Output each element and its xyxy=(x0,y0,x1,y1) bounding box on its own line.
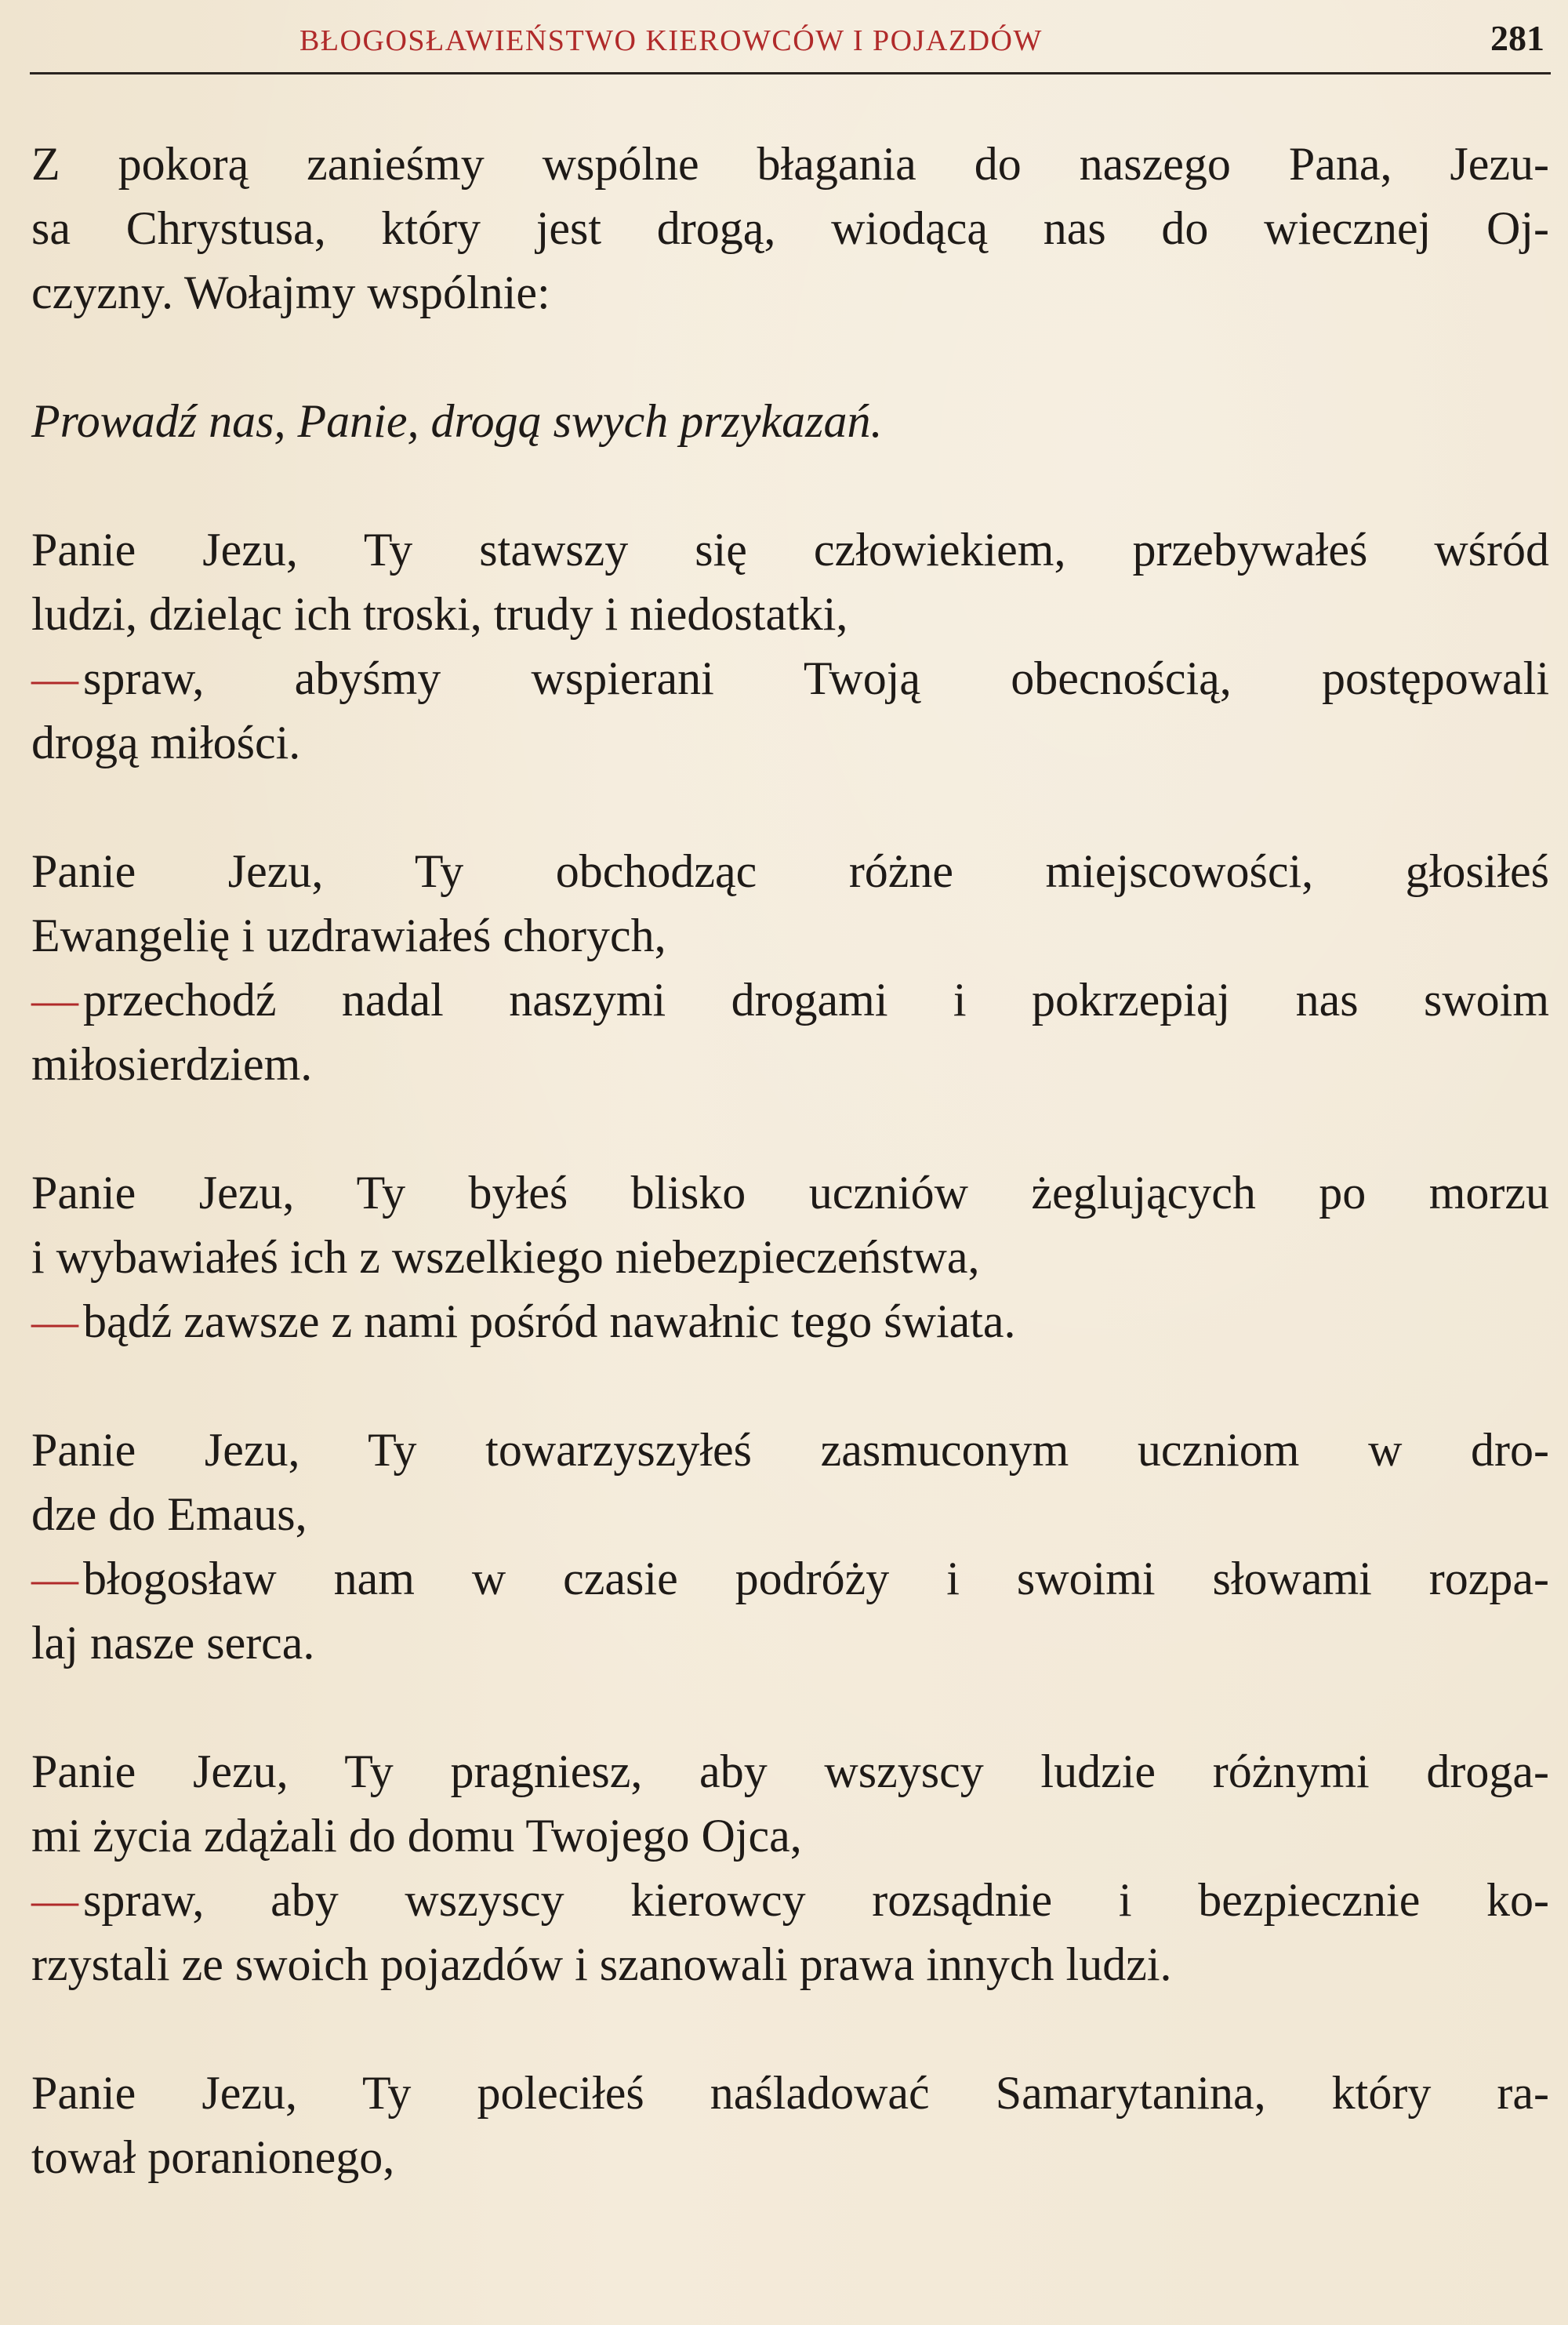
response-text: spraw, abyśmy wspierani Twoją obecnością, postępowali xyxy=(83,652,1549,704)
petition xyxy=(31,839,1549,1096)
intro-paragraph xyxy=(31,132,1549,325)
text-line: miłosierdziem. xyxy=(31,1038,313,1090)
text-line: rzystali ze swoich pojazdów i szanowali prawa innych ludzi. xyxy=(31,1938,1172,1990)
text-line: Panie Jezu, Ty poleciłeś naśladować Samarytanina, który ra- xyxy=(31,2067,1549,2119)
petition xyxy=(31,1161,1549,1353)
red-dash: — xyxy=(31,652,78,704)
running-head: BŁOGOSŁAWIEŃSTWO KIEROWCÓW I POJAZDÓW xyxy=(299,24,1043,57)
response-line xyxy=(31,968,1549,1032)
text-line: Panie Jezu, Ty pragniesz, aby wszyscy ludzie różnymi droga- xyxy=(31,1746,1549,1797)
text-line: Panie Jezu, Ty byłeś blisko uczniów żeglujących po morzu xyxy=(31,1167,1549,1219)
text-line: i wybawiałeś ich z wszelkiego niebezpieczeństwa, xyxy=(31,1231,980,1283)
text-line: laj nasze serca. xyxy=(31,1617,315,1669)
response-line xyxy=(31,1546,1549,1611)
petition xyxy=(31,518,1549,775)
text-line: drogą miłości. xyxy=(31,717,301,768)
text-line: tował poranionego, xyxy=(31,2131,395,2183)
red-dash: — xyxy=(31,1295,78,1347)
red-dash: — xyxy=(31,1874,78,1926)
response-text: przechodź nadal naszymi drogami i pokrzepiaj nas swoim xyxy=(83,974,1549,1026)
red-dash: — xyxy=(31,974,78,1026)
text-line: Panie Jezu, Ty obchodząc różne miejscowości, głosiłeś xyxy=(31,845,1549,897)
response-text: spraw, aby wszyscy kierowcy rozsądnie i bezpiecznie ko- xyxy=(83,1874,1549,1926)
petition xyxy=(31,2061,1549,2189)
text-line: dze do Emaus, xyxy=(31,1488,307,1540)
text-line: mi życia zdążali do domu Twojego Ojca, xyxy=(31,1810,802,1862)
petition xyxy=(31,1739,1549,1996)
text-line: ludzi, dzieląc ich troski, trudy i niedostatki, xyxy=(31,588,848,640)
text-line: czyzny. Wołajmy wspólnie: xyxy=(31,267,550,318)
page-body xyxy=(31,132,1549,2254)
red-dash: — xyxy=(31,1553,78,1604)
text-line: Panie Jezu, Ty towarzyszyłeś zasmuconym uczniom w dro- xyxy=(31,1424,1549,1476)
text-line: Z pokorą zanieśmy wspólne błagania do naszego Pana, Jezu- xyxy=(31,138,1549,190)
response-text: bądź zawsze z nami pośród nawałnic tego świata. xyxy=(83,1295,1016,1347)
text-line: Ewangelię i uzdrawiałeś chorych, xyxy=(31,910,666,961)
response-line xyxy=(31,1289,1549,1353)
text-line: sa Chrystusa, który jest drogą, wiodącą nas do wiecznej Oj- xyxy=(31,202,1549,254)
response-line: Prowadź nas, Panie, drogą swych przykazań. xyxy=(31,395,883,447)
petition xyxy=(31,1418,1549,1675)
response-line xyxy=(31,1868,1549,1932)
text-line: Panie Jezu, Ty stawszy się człowiekiem, przebywałeś wśród xyxy=(31,524,1549,576)
page-header xyxy=(30,17,1551,74)
response-text: błogosław nam w czasie podróży i swoimi słowami rozpa- xyxy=(83,1553,1549,1604)
page-number: 281 xyxy=(1490,18,1544,58)
response-line xyxy=(31,646,1549,710)
response-paragraph xyxy=(31,389,1549,453)
